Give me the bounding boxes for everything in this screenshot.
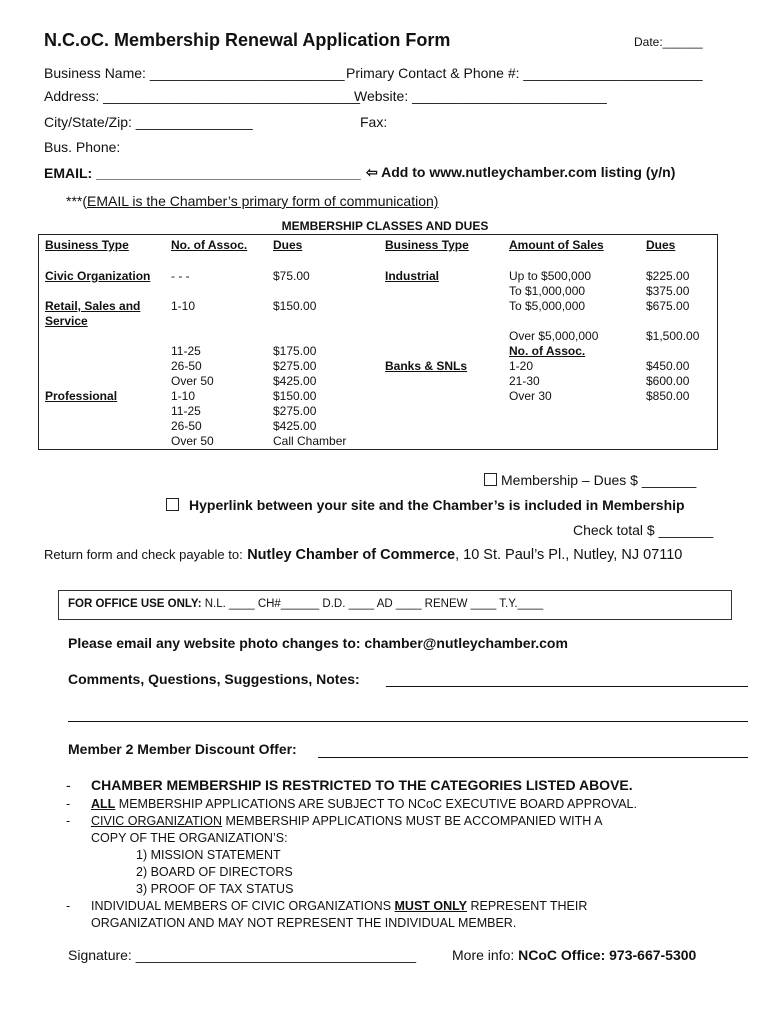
civic-assoc: - - - [171, 269, 190, 283]
check-total-field[interactable]: Check total $ _______ [573, 522, 714, 538]
banks-label: Banks & SNLs [385, 359, 468, 373]
rule-1: - CHAMBER MEMBERSHIP IS RESTRICTED TO THE CATEGORIES LISTED ABOVE. [66, 777, 633, 793]
rule-3-item-3: 3) PROOF OF TAX STATUS [136, 882, 294, 896]
hyperlink-checkbox[interactable] [166, 498, 179, 511]
membership-dues-checkbox[interactable] [484, 473, 497, 486]
header-amount-of-sales: Amount of Sales [509, 238, 604, 252]
page-title: N.C.oC. Membership Renewal Application Form [44, 30, 451, 50]
primary-contact-field[interactable]: Primary Contact & Phone #: _______________________ [346, 65, 703, 81]
email-field[interactable]: EMAIL: __________________________________ [44, 165, 361, 181]
comments-line-1[interactable] [386, 686, 748, 687]
return-org: Nutley Chamber of Commerce [247, 547, 456, 563]
rule-3-item-1: 1) MISSION STATEMENT [136, 848, 281, 862]
office-use-label: FOR OFFICE USE ONLY: [68, 598, 202, 610]
office-use-row [68, 598, 543, 610]
email-note-text: EMAIL is the Chamber’s primary form of communication) [87, 193, 439, 209]
rule-3: - CIVIC ORGANIZATION MEMBERSHIP APPLICATIONS MUST BE ACCOMPANIED WITH A [66, 814, 603, 828]
fax-field[interactable]: Fax: [360, 114, 388, 130]
date-field[interactable]: Date:______ [634, 35, 703, 49]
arrow-left-icon: ⇦ [366, 164, 378, 180]
header-dues-2: Dues [646, 238, 676, 252]
email-listing [366, 164, 675, 181]
return-instructions: Return form and check payable to: Nutley Chamber of Commerce, 10 St. Paul’s Pl., Nutley, NJ 07110 [44, 547, 683, 563]
professional-dues-list: $150.00 $275.00 $425.00 Call Chamber [273, 389, 347, 448]
industrial-label: Industrial [385, 269, 440, 283]
banks-dues-list: $450.00 $600.00 $850.00 [646, 359, 690, 403]
header-no-of-assoc: No. of Assoc. [171, 238, 248, 252]
rule-3-item-2: 2) BOARD OF DIRECTORS [136, 865, 293, 879]
professional-assoc-list: 1-10 11-25 26-50 Over 50 [171, 389, 214, 448]
rule-2: - ALL MEMBERSHIP APPLICATIONS ARE SUBJECT TO NCoC EXECUTIVE BOARD APPROVAL. [66, 797, 637, 811]
over-5m-sales: Over $5,000,000 [509, 329, 599, 343]
address-field[interactable]: Address: _________________________________ [44, 88, 361, 104]
comments-line-2[interactable] [68, 721, 748, 722]
bus-phone-field[interactable]: Bus. Phone: [44, 139, 121, 155]
banks-assoc-list: 1-20 21-30 Over 30 [509, 359, 552, 403]
business-name-field[interactable]: Business Name: _________________________ [44, 65, 345, 81]
rule-3-continued: COPY OF THE ORGANIZATION’S: [91, 831, 288, 845]
retail-dues-list: $150.00 $175.00 $275.00 $425.00 [273, 299, 317, 388]
website-field[interactable]: Website: _________________________ [354, 88, 607, 104]
header-business-type: Business Type [45, 238, 129, 252]
header-business-type-2: Business Type [385, 238, 469, 252]
comments-label: Comments, Questions, Suggestions, Notes: [68, 671, 360, 687]
civic-dues: $75.00 [273, 269, 310, 283]
hyperlink-row [166, 497, 685, 513]
office-phone: NCoC Office: 973-667-5300 [518, 947, 697, 963]
discount-line[interactable] [318, 757, 748, 758]
hyperlink-label: Hyperlink between your site and the Chamber’s is included in Membership [189, 497, 685, 513]
dues-title: MEMBERSHIP CLASSES AND DUES [281, 219, 489, 233]
membership-dues-row [484, 472, 696, 488]
membership-dues-label: Membership – Dues $ _______ [501, 472, 697, 488]
banks-assoc-header: No. of Assoc. [509, 344, 586, 358]
retail-assoc-list: 1-10 11-25 26-50 Over 50 [171, 299, 214, 388]
email-listing-label: Add to www.nutleychamber.com listing (y/n) [381, 164, 676, 180]
rule-4: - INDIVIDUAL MEMBERS OF CIVIC ORGANIZATIONS MUST ONLY REPRESENT THEIR [66, 899, 588, 913]
membership-rules [66, 777, 637, 932]
industrial-sales-list: Up to $500,000 To $1,000,000 To $5,000,000 [509, 269, 592, 313]
signature-field[interactable]: Signature: ____________________________________ [68, 947, 417, 963]
over-5m-dues: $1,500.00 [646, 329, 700, 343]
retail-label: Retail, Sales and Service [45, 299, 141, 328]
discount-label: Member 2 Member Discount Offer: [68, 741, 297, 757]
dues-table [38, 234, 718, 450]
industrial-dues-list: $225.00 $375.00 $675.00 [646, 269, 690, 313]
rule-4-continued: ORGANIZATION AND MAY NOT REPRESENT THE INDIVIDUAL MEMBER. [91, 916, 517, 930]
office-use-fields[interactable]: N.L. ____ CH#______ D.D. ____ AD ____ RENEW ____ T.Y.____ [204, 598, 544, 610]
photo-changes-note: Please email any website photo changes to: chamber@nutleychamber.com [68, 635, 568, 651]
more-info: More info: NCoC Office: 973-667-5300 [452, 947, 697, 963]
city-state-zip-field[interactable]: City/State/Zip: _______________ [44, 114, 253, 130]
civic-organization-label: Civic Organization [45, 269, 151, 283]
professional-label: Professional [45, 389, 118, 403]
email-note: ***(EMAIL is the Chamber’s primary form of communication) [66, 193, 439, 209]
header-dues: Dues [273, 238, 303, 252]
